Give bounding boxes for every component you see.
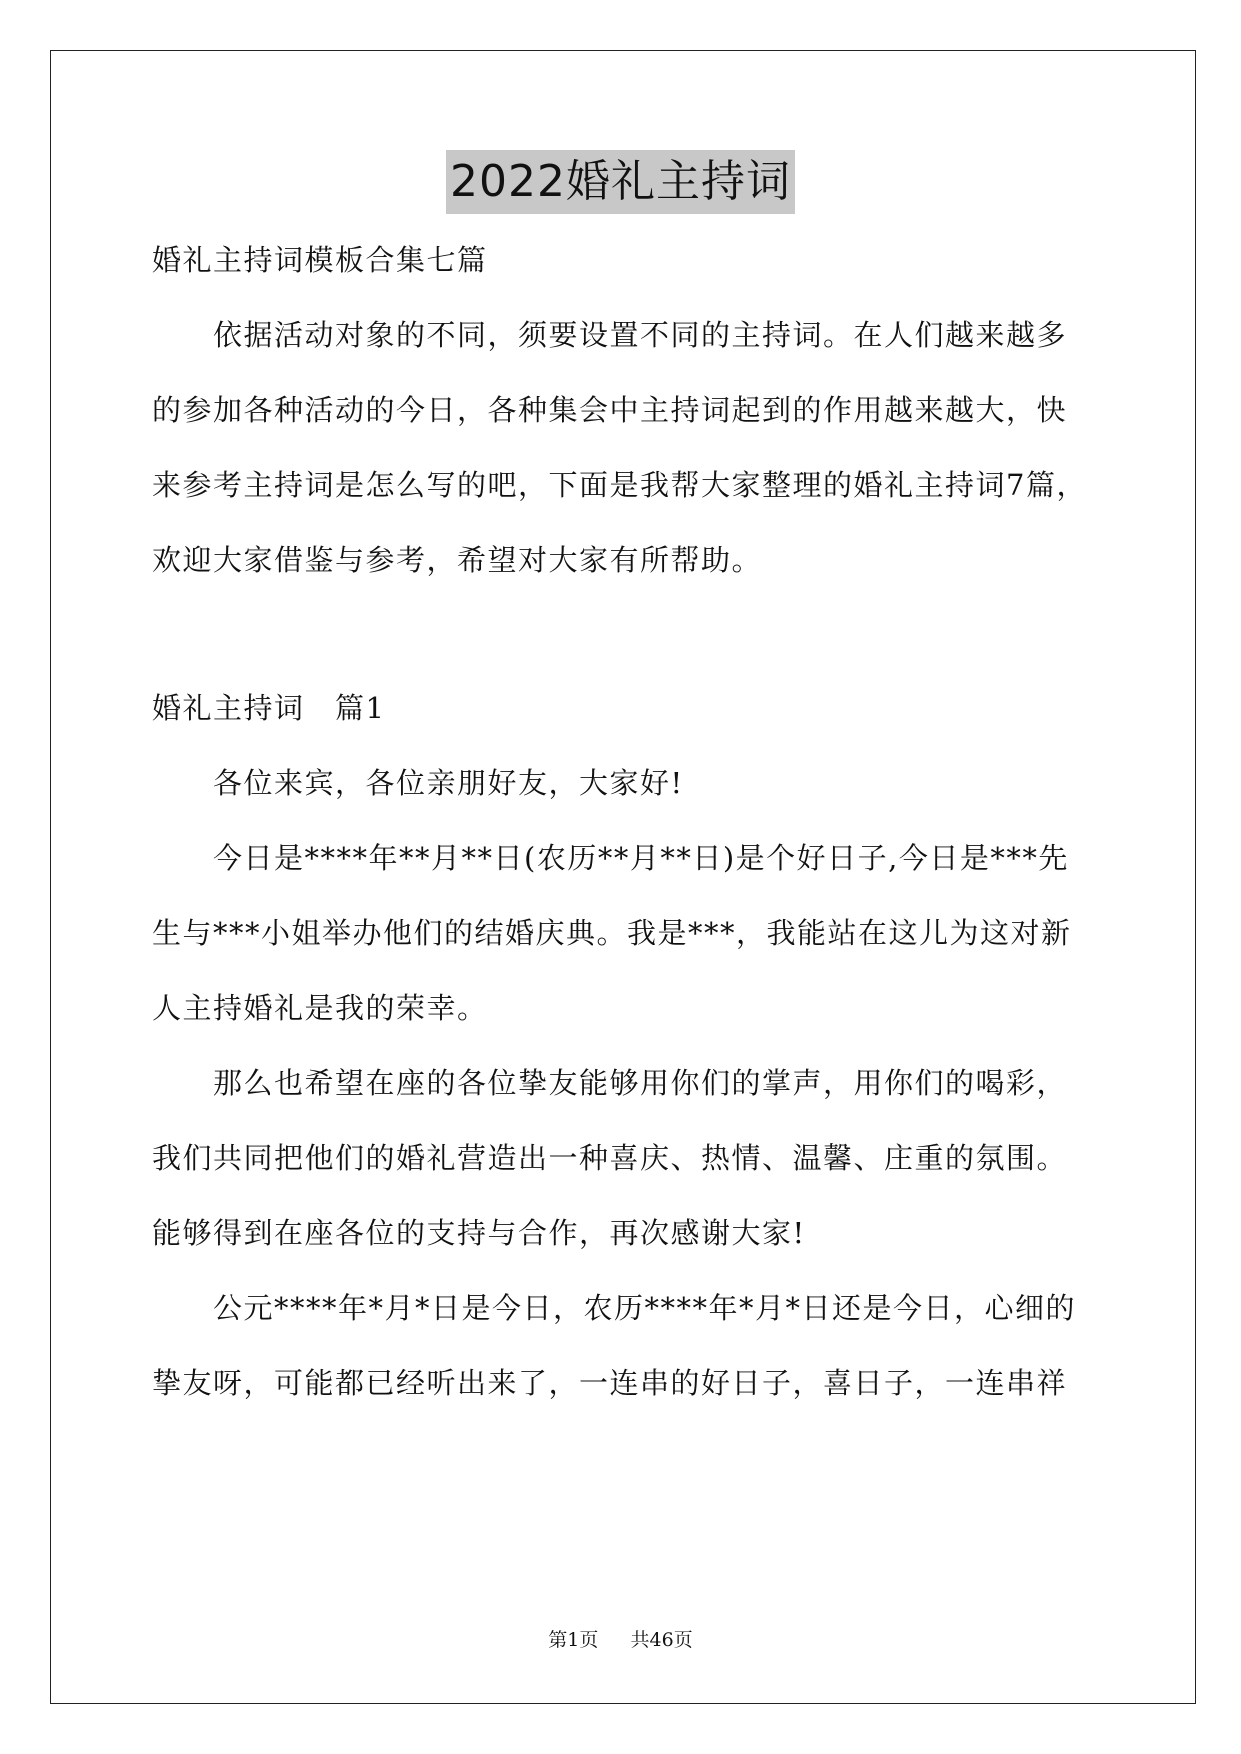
page-total: 共46页: [630, 1629, 693, 1651]
text-line: 的参加各种活动的今日，各种集会中主持词起到的作用越来越大，快: [152, 393, 1068, 427]
title-wrap: [0, 150, 1241, 214]
text-line: 欢迎大家借鉴与参考，希望对大家有所帮助。: [152, 543, 763, 577]
section-heading: 婚礼主持词 篇1: [152, 691, 386, 725]
text-line: 那么也希望在座的各位挚友能够用你们的掌声，用你们的喝彩，: [152, 1066, 1068, 1100]
text-line: 挚友呀，可能都已经听出来了，一连串的好日子，喜日子，一连串祥: [152, 1366, 1068, 1400]
subtitle-line: 婚礼主持词模板合集七篇: [152, 243, 488, 277]
text-line: 来参考主持词是怎么写的吧，下面是我帮大家整理的婚礼主持词7篇，: [152, 468, 1087, 502]
text-line: 各位来宾，各位亲朋好友，大家好!: [152, 766, 684, 800]
page-footer: [0, 1628, 1241, 1652]
text-line: 依据活动对象的不同，须要设置不同的主持词。在人们越来越多: [152, 318, 1068, 352]
text-line: 能够得到在座各位的支持与合作，再次感谢大家!: [152, 1216, 806, 1250]
text-line: 生与***小姐举办他们的结婚庆典。我是***，我能站在这儿为这对新: [152, 916, 1072, 950]
page-number: 第1页: [548, 1629, 599, 1651]
document-title: 2022婚礼主持词: [446, 150, 795, 214]
text-line: 人主持婚礼是我的荣幸。: [152, 991, 488, 1025]
text-line: 公元****年*月*日是今日，农历****年*月*日还是今日，心细的: [152, 1291, 1077, 1325]
text-line: 今日是****年**月**日(农历**月**日)是个好日子,今日是***先: [152, 841, 1069, 875]
text-line: 我们共同把他们的婚礼营造出一种喜庆、热情、温馨、庄重的氛围。: [152, 1141, 1068, 1175]
